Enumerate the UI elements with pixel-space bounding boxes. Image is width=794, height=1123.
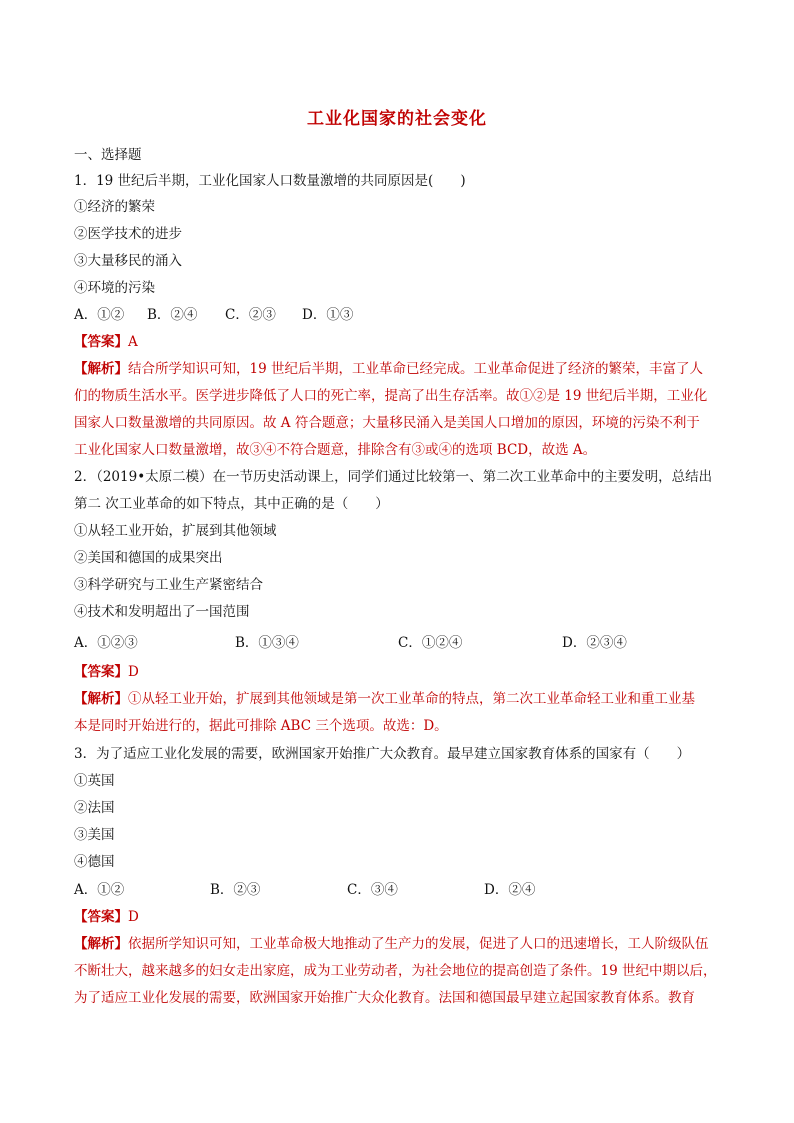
- q1-analysis-text: 结合所学知识可知，19 世纪后半期，工业革命已经完成。工业革命促进了经济的繁荣，丰富了人: [128, 361, 703, 377]
- q2-answer: [74, 663, 139, 681]
- q1-analysis-line: [74, 360, 703, 378]
- q3-analysis-text: 依据所学知识可知，工业革命极大地推动了生产力的发展，促进了人口的迅速增长，工人阶级队伍: [128, 936, 709, 952]
- q3-option-d: D．②④: [484, 882, 536, 898]
- q1-item: ①经济的繁荣: [74, 199, 155, 215]
- analysis-tag: 【解析】: [74, 361, 128, 377]
- q1-option-d: D．①③: [302, 307, 354, 323]
- document-title: 工业化国家的社会变化: [307, 109, 487, 129]
- q3-analysis-line: 为了适应工业化发展的需要，欧洲国家开始推广大众化教育。法国和德国最早建立起国家教育体系。教育: [74, 990, 695, 1006]
- answer-tag: 【答案】: [74, 909, 128, 925]
- q1-item: ②医学技术的进步: [74, 226, 182, 242]
- q1-answer: [74, 333, 138, 351]
- q2-analysis-line: [74, 690, 695, 708]
- q2-item: ④技术和发明超出了一国范围: [74, 604, 250, 620]
- q2-option-d: D．②③④: [562, 635, 627, 651]
- q2-option-a: A．①②③: [74, 635, 138, 651]
- q2-analysis-text: ①从轻工业开始，扩展到其他领域是第一次工业革命的特点，第二次工业革命轻工业和重工业基: [128, 691, 695, 707]
- q3-analysis-line: 不断壮大，越来越多的妇女走出家庭，成为工业劳动者，为社会地位的提高创造了条件。19 世纪中期以后，: [74, 963, 717, 979]
- q3-item: ①英国: [74, 773, 115, 789]
- q1-item: ③大量移民的涌入: [74, 253, 182, 269]
- q2-item: ①从轻工业开始，扩展到其他领域: [74, 523, 277, 539]
- q3-option-b: B．②③: [210, 882, 261, 898]
- q3-answer: [74, 908, 139, 926]
- q1-analysis-line: 国家人口数量激增的共同原因。故 A 符合题意；大量移民涌入是美国人口增加的原因，环境的污染不利于: [74, 415, 700, 431]
- q1-analysis-line: 工业化国家人口数量激增，故③④不符合题意，排除含有③或④的选项 BCD，故选 A。: [74, 442, 597, 458]
- q1-stem: 1．19 世纪后半期，工业化国家人口数量激增的共同原因是( ): [74, 173, 466, 189]
- q3-analysis-line: [74, 935, 709, 953]
- answer-tag: 【答案】: [74, 664, 128, 680]
- q3-item: ③美国: [74, 827, 115, 843]
- q1-option-b: B．②④: [147, 307, 198, 323]
- q1-answer-value: A: [128, 334, 138, 350]
- q1-item: ④环境的污染: [74, 280, 155, 296]
- q3-stem: 3．为了适应工业化发展的需要，欧洲国家开始推广大众教育。最早建立国家教育体系的国家有（ ）: [74, 746, 691, 762]
- q2-option-b: B．①③④: [235, 635, 299, 651]
- analysis-tag: 【解析】: [74, 691, 128, 707]
- q3-answer-value: D: [128, 909, 139, 925]
- q1-option-c: C．②③: [225, 307, 276, 323]
- q2-item: ③科学研究与工业生产紧密结合: [74, 577, 263, 593]
- q1-option-a: A．①②: [74, 307, 125, 323]
- q2-option-c: C．①②④: [398, 635, 463, 651]
- q2-answer-value: D: [128, 664, 139, 680]
- q2-item: ②美国和德国的成果突出: [74, 550, 223, 566]
- q1-analysis-line: 们的物质生活水平。医学进步降低了人口的死亡率，提高了出生存活率。故①②是 19 世纪后半期，工业化: [74, 388, 708, 404]
- q3-item: ④德国: [74, 854, 115, 870]
- answer-tag: 【答案】: [74, 334, 128, 350]
- q3-option-a: A．①②: [74, 882, 125, 898]
- q3-option-c: C．③④: [347, 882, 398, 898]
- q3-item: ②法国: [74, 800, 115, 816]
- analysis-tag: 【解析】: [74, 936, 128, 952]
- q2-analysis-line: 本是同时开始进行的，据此可排除 ABC 三个选项。故选：D。: [74, 718, 448, 734]
- q2-stem: 2．（2019•太原二模）在一节历史活动课上，同学们通过比较第一、第二次工业革命中的主要发明，总结出: [74, 469, 713, 485]
- q2-stem: 第二 次工业革命的如下特点，其中正确的是（ ）: [74, 496, 389, 512]
- section-heading: 一、选择题: [74, 147, 142, 163]
